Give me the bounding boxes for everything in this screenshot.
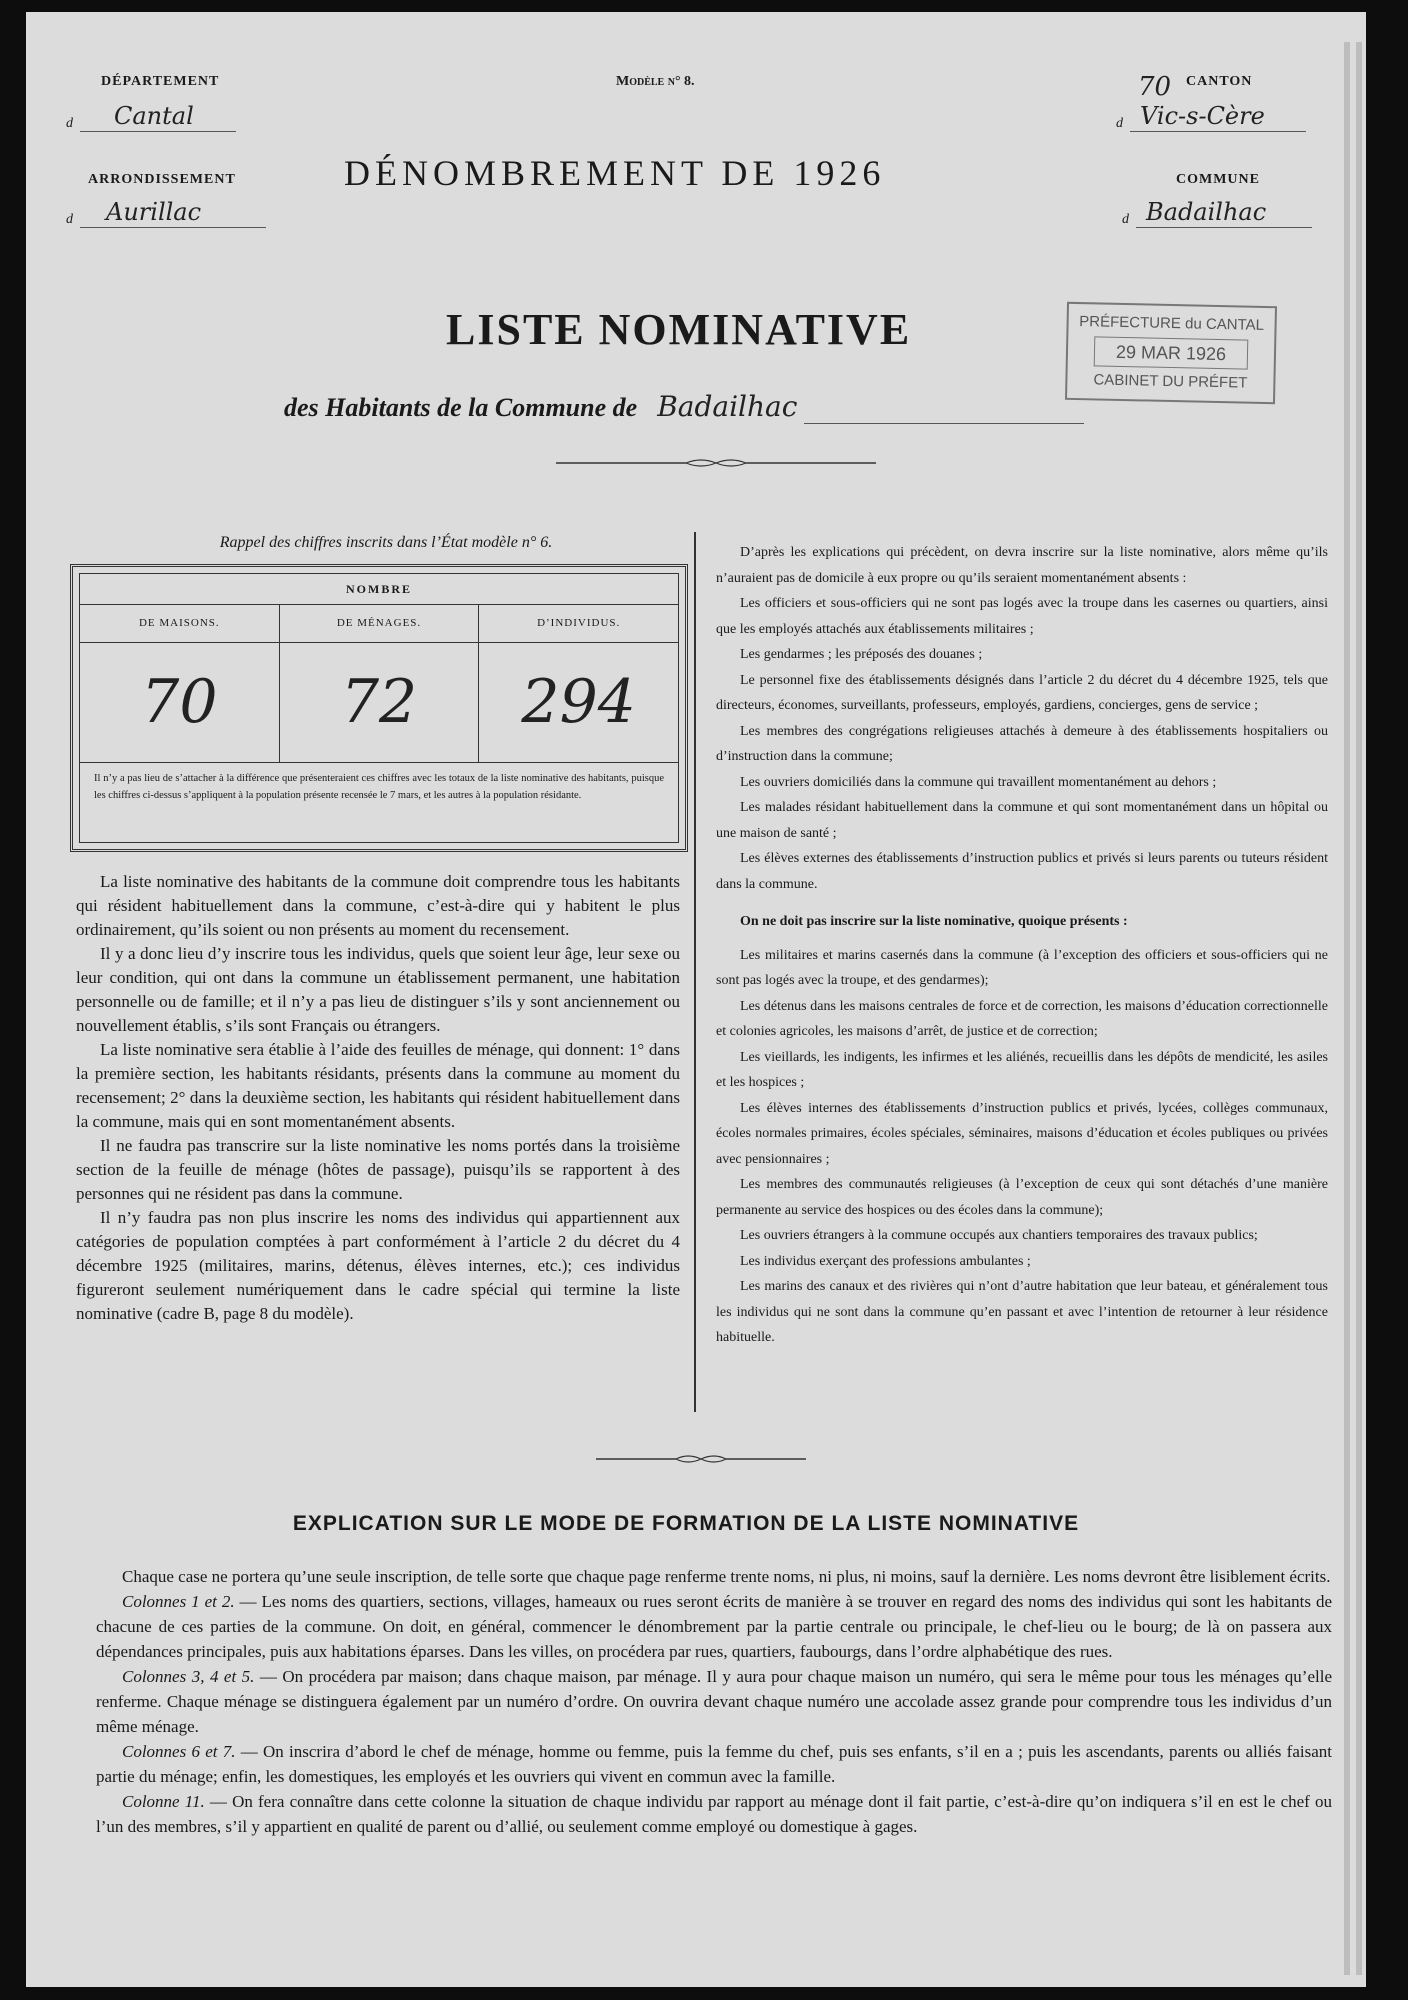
explication-paragraph-text: Chaque case ne portera qu’une seule inscription, de telle sorte que chaque page renferme trente noms, ni plus, ni moins, sauf la dernière. Les noms devront être lisiblement écrits.	[122, 1567, 1331, 1586]
section-ornament	[596, 1452, 806, 1464]
canton-field	[1116, 102, 1306, 136]
right-paragraph: Les militaires et marins casernés dans la commune (à l’exception des officiers et sous-officiers qui ne sont pas logés avec la troupe, et des gendarmes);	[716, 947, 1328, 988]
rappel-col-headers	[80, 604, 678, 643]
dotted-line	[1136, 227, 1312, 228]
right-paragraph: Les vieillards, les indigents, les infirmes et les aliénés, recueillis dans les dépôts de mendicité, les asiles et les hospices ;	[716, 1049, 1328, 1090]
paper-edge	[1356, 42, 1362, 1975]
stamp-date: 29 MAR 1926	[1094, 336, 1249, 369]
column-lead: Colonne 11.	[122, 1792, 205, 1811]
canton-label: CANTON	[1186, 74, 1253, 89]
liste-title: LISTE NOMINATIVE	[446, 305, 912, 354]
arrondissement-value: Aurillac	[106, 198, 202, 226]
liste-commune-value: Badailhac	[657, 390, 798, 423]
nombre-header: NOMBRE	[80, 574, 678, 605]
explication-text	[96, 1564, 1332, 1839]
explication-paragraph	[96, 1739, 1332, 1789]
explication-paragraph-text: — On procédera par maison; dans chaque maison, par ménage. Il y aura pour chaque maison un numéro, qui sera le même pour tous les ménages qu’elle renferme. Chaque ménage se distinguera également par un numéro d’ordre. On ouvrira devant chaque numéro une accolade assez grande pour comprendre tous les individus d’un même ménage.	[96, 1667, 1332, 1736]
right-paragraph: Les marins des canaux et des rivières qui n’ont d’autre habitation que leur bateau, et généralement tous les individus qui ne sont dans la commune qu’en passant et avec l’intention de retourner à leur résidence habituelle.	[716, 1279, 1328, 1345]
value-menages: 72	[280, 642, 480, 762]
dotted-line	[80, 131, 236, 132]
right-paragraph: Les individus exerçant des professions ambulantes ;	[740, 1253, 1031, 1269]
right-paragraph: D’après les explications qui précèdent, on devra inscrire sur la liste nominative, alors même qu’ils n’auraient pas de domicile à eux propre ou qu’ils seraient momentanément absents :	[716, 545, 1328, 586]
column-lead: Colonnes 1 et 2.	[122, 1592, 235, 1611]
paper-edge	[1344, 42, 1350, 1975]
right-paragraph: Les gendarmes ; les préposés des douanes ;	[740, 647, 983, 662]
dotted-line	[1130, 131, 1306, 132]
commune-value: Badailhac	[1146, 198, 1267, 226]
modele-number: Modèle n° 8.	[616, 74, 695, 89]
commune-field	[1122, 198, 1312, 232]
left-paragraph: Il ne faudra pas transcrire sur la liste nominative les noms portés dans la troisième section de la feuille de ménage (hôtes de passage), puisqu’ils se rapportent à des personnes qui ne résident pas dans la commune.	[76, 1136, 680, 1203]
prefecture-stamp	[1065, 302, 1277, 404]
explication-paragraph-text: — On fera connaître dans cette colonne la situation de chaque individu par rapport au ménage dont il fait partie, c’est-à-dire qu’on indiquera s’il en est le chef ou l’un des membres, s’il y appartient en qualité de parent ou d’allié, ou seulement comme employé ou domestique à gages.	[96, 1792, 1332, 1836]
right-paragraph: Les ouvriers étrangers à la commune occupés aux chantiers temporaires des travaux publics;	[740, 1228, 1258, 1243]
departement-value: Cantal	[114, 102, 194, 130]
explication-paragraph-text: — Les noms des quartiers, sections, villages, hameaux ou rues seront écrits de manière à se trouver en regard des noms des individus qui sont les habitants de chacune de ces parties de la commune. On doit, en général, commencer le dénombrement par la partie centrale ou principale, le chef-lieu ou le bourg; de là on passera aux dépendances principales, puis aux habitations éparses. Dans les villes, on procédera par rues, quartiers, faubourgs, dans l’ordre alphabétique des rues.	[96, 1592, 1332, 1661]
right-paragraph: Le personnel fixe des établissements désignés dans l’article 2 du décret du 4 décembre 1925, tels que directeurs, économes, surveillants, professeurs, employés, gardiens, concierges, gens de service ;	[716, 672, 1328, 713]
d-prefix: d	[1122, 212, 1129, 227]
right-paragraph: Les ouvriers domiciliés dans la commune qui travaillent momentanément au dehors ;	[740, 774, 1217, 790]
rappel-note: Il n’y a pas lieu de s’attacher à la différence que présenteraient ces chiffres avec les totaux de la liste nominative des habitants, puisque les chiffres ci-dessus s’appliquent à la population présente recensée le 7 mars, et les autres à la population résidante.	[94, 773, 664, 801]
page-title: DÉNOMBREMENT DE 1926	[344, 153, 886, 193]
rappel-values-row	[80, 642, 678, 763]
explication-paragraph	[96, 1664, 1332, 1739]
stamp-line-1: PRÉFECTURE du CANTAL	[1079, 313, 1265, 334]
explication-paragraph	[96, 1589, 1332, 1664]
liste-subtitle-row	[284, 390, 1084, 430]
d-prefix: d	[66, 212, 73, 227]
census-page	[26, 12, 1366, 1987]
d-prefix: d	[66, 116, 73, 131]
left-paragraph: Il y a donc lieu d’y inscrire tous les individus, quels que soient leur âge, leur sexe ou leur condition, qui ont dans la commune un établissement permanent, une habitation personnelle ou de famille; et il n’y a pas lieu de distinguer s’ils y sont anciennement ou nouvellement établis, s’ils sont Français ou étrangers.	[76, 944, 680, 1035]
col-header-maisons: DE MAISONS.	[80, 604, 280, 642]
arrondissement-label: ARRONDISSEMENT	[88, 172, 236, 187]
value-maisons: 70	[80, 642, 280, 762]
canton-value: Vic-s-Cère	[1140, 102, 1265, 130]
right-paragraph: Les élèves internes des établissements d’instruction publics et privés, lycées, collèges communaux, écoles normales primaires, écoles spéciales, séminaires, maisons d’éducation et écoles publiques ou privées avec pensionnaires ;	[716, 1100, 1328, 1167]
right-paragraph: Les membres des congrégations religieuses attachés à demeure à des établissements hospitaliers ou d’instruction dans la commune;	[716, 723, 1328, 764]
d-prefix: d	[1116, 116, 1123, 131]
departement-field	[66, 102, 236, 136]
value-individus: 294	[521, 667, 636, 737]
left-paragraph: La liste nominative des habitants de la commune doit comprendre tous les habitants qui résident habituellement dans la commune, c’est-à-dire qui y habitent le plus ordinairement, qu’ils soient ou non présents au moment du recensement.	[76, 872, 680, 939]
title-ornament	[556, 456, 876, 468]
left-paragraph: La liste nominative sera établie à l’aide des feuilles de ménage, qui donnent: 1° dans la première section, les habitants résidants, présents dans la commune au moment du recensement; 2° dans la deuxième section, les habitants qui résident habituellement dans la commune, mais qui en sont momentanément absents.	[76, 1040, 680, 1131]
right-paragraph: Les officiers et sous-officiers qui ne sont pas logés avec la troupe dans les casernes ou quartiers, ainsi que les employés attachés aux établissements militaires ;	[716, 596, 1328, 637]
right-paragraph: Les membres des communautés religieuses (à l’exception de ceux qui sont détachés d’une manière permanente au service des hospices ou des écoles dans la commune);	[716, 1177, 1328, 1218]
dotted-line	[804, 423, 1084, 424]
explication-paragraph	[96, 1789, 1332, 1839]
canton-mark: 70	[1138, 72, 1172, 102]
col-header-menages: DE MÉNAGES.	[280, 604, 480, 642]
column-lead: Colonnes 6 et 7.	[122, 1742, 236, 1761]
explication-paragraph-text: — On inscrira d’abord le chef de ménage, homme ou femme, puis la femme du chef, puis ses enfants, s’il en a ; puis les ascendants, parents ou alliés faisant partie du ménage; enfin, les domestiques, les employés et les ouvriers qui vivent en commun avec la famille.	[96, 1742, 1332, 1786]
rappel-table	[70, 564, 688, 852]
column-divider	[694, 532, 696, 1412]
explication-paragraph	[96, 1564, 1332, 1589]
arrondissement-field	[66, 198, 266, 232]
commune-label: COMMUNE	[1176, 172, 1260, 187]
col-header-individus: D’INDIVIDUS.	[537, 617, 621, 629]
right-paragraph: Les élèves externes des établissements d’instruction publics et privés si leurs parents ou tuteurs résident dans la commune.	[716, 851, 1328, 892]
rappel-table-inner	[79, 573, 679, 843]
rappel-caption: Rappel des chiffres inscrits dans l’État modèle n° 6.	[219, 534, 553, 551]
explication-title: EXPLICATION SUR LE MODE DE FORMATION DE LA LISTE NOMINATIVE	[292, 1512, 1080, 1535]
right-paragraph: Les malades résidant habituellement dans la commune et qui sont momentanément dans un hôpital ou une maison de santé ;	[716, 800, 1328, 841]
left-column-text	[76, 870, 680, 1326]
column-lead: Colonnes 3, 4 et 5.	[122, 1667, 255, 1686]
right-paragraph: Les détenus dans les maisons centrales de force et de correction, les maisons d’éducation correctionnelle et colonies agricoles, les maisons d’arrêt, de justice et de correction;	[716, 998, 1328, 1039]
dotted-line	[80, 227, 266, 228]
liste-subtitle: des Habitants de la Commune de	[284, 393, 638, 422]
right-column-text	[716, 540, 1328, 1351]
left-paragraph: Il n’y faudra pas non plus inscrire les noms des individus qui appartiennent aux catégories de population comptées à part conformément à l’article 2 du décret du 4 décembre 1925 (militaires, marins, détenus, élèves internes, etc.); ces individus figureront seulement numériquement dans le cadre spécial qui termine la liste nominative (cadre B, page 8 du modèle).	[76, 1208, 680, 1323]
stamp-line-3: CABINET DU PRÉFET	[1093, 371, 1248, 392]
departement-label: DÉPARTEMENT	[101, 74, 220, 89]
right-subheading: On ne doit pas inscrire sur la liste nominative, quoique présents :	[740, 914, 1128, 929]
